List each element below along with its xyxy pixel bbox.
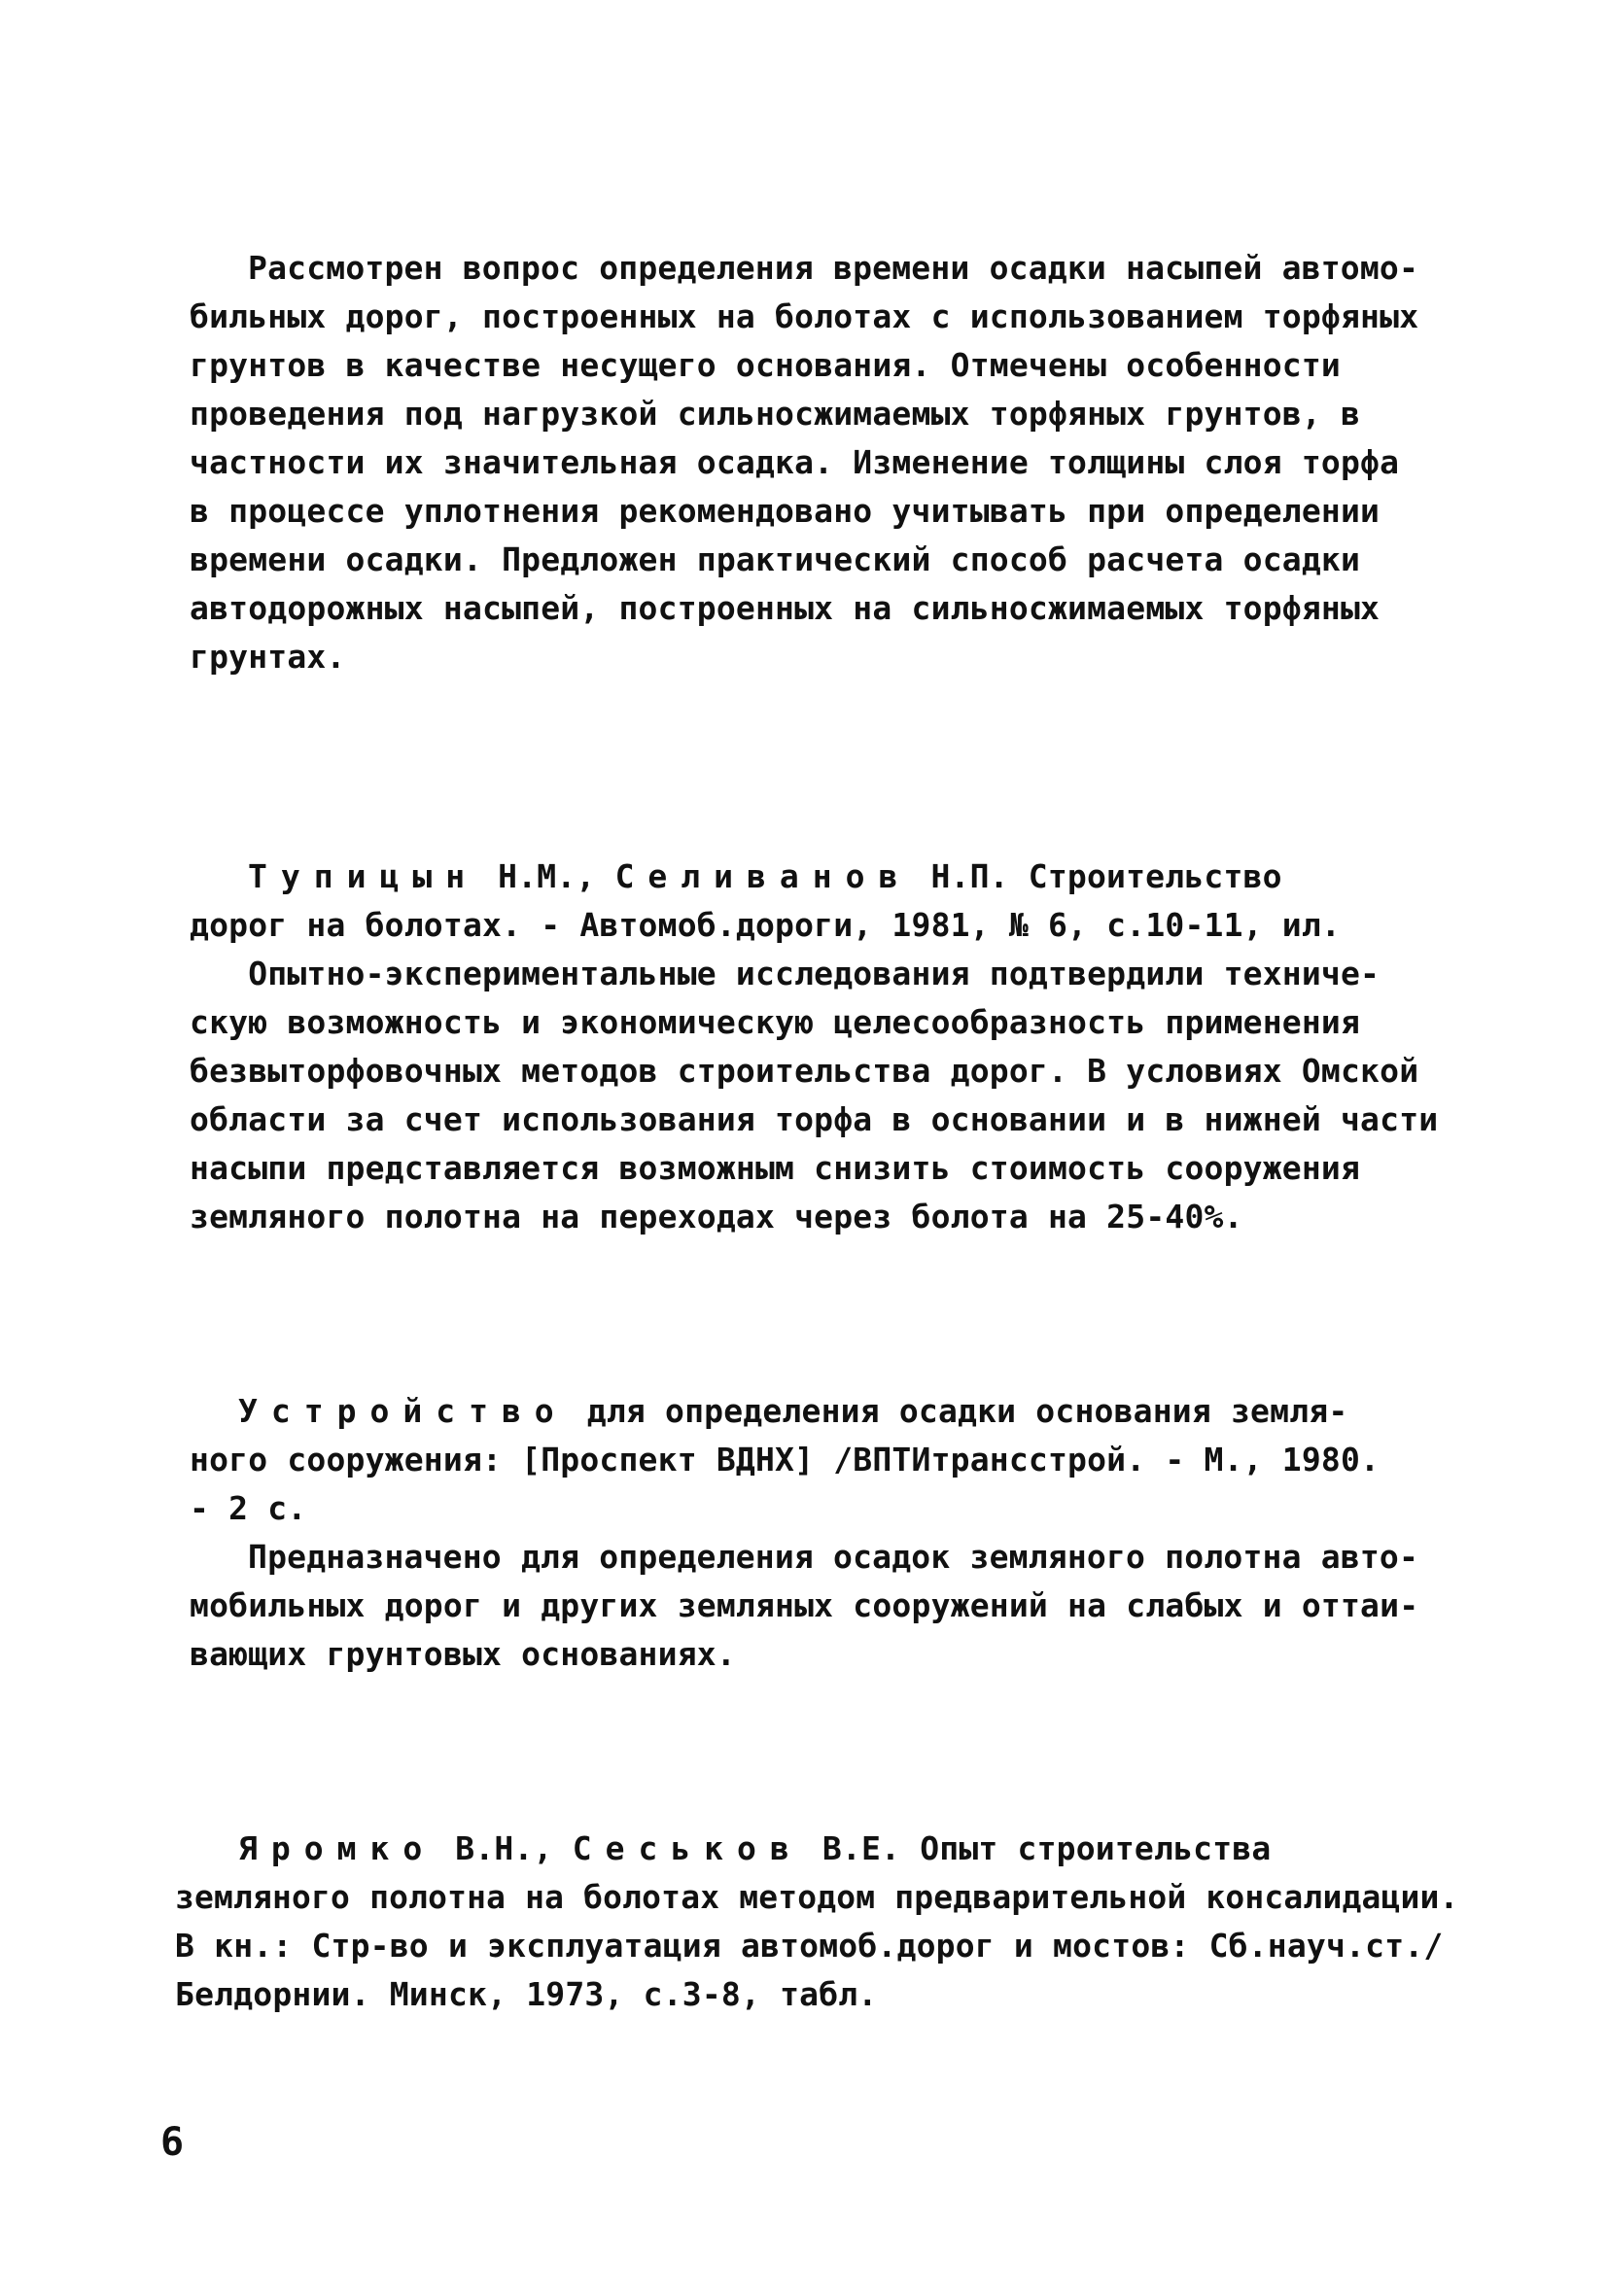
abstract-line: бильных дорог, построенных на болотах с использованием торфяных: [190, 297, 1419, 335]
author-initials: В.Е.: [802, 1829, 921, 1867]
annotation-line: вающих грунтовых основаниях.: [190, 1635, 736, 1673]
annotation-line: насыпи представляется возможным снизить стоимость сооружения: [190, 1149, 1361, 1187]
citation-line: - 2 с.: [190, 1489, 307, 1527]
annotation-line: мобильных дорог и других земляных сооружений на слабых и оттаи-: [190, 1586, 1419, 1624]
entry-title: Строительство: [1028, 857, 1282, 895]
abstract-line: грунтов в качестве несущего основания. Отмечены особенности: [190, 346, 1341, 384]
author-name: Яромко: [238, 1829, 437, 1867]
entry-heading-line: [238, 1388, 1347, 1435]
entry-heading-line: [238, 1826, 1271, 1872]
citation-line: ного сооружения: [Проспект ВДНХ] /ВПТИтрансстрой. - М., 1980.: [190, 1441, 1381, 1478]
citation-line: В кн.: Стр-во и эксплуатация автомоб.дорог и мостов: Сб.науч.ст./: [175, 1927, 1444, 1965]
author-initials: Н.П.: [911, 857, 1029, 895]
page-number: 6: [160, 2120, 185, 2165]
entry-title: для определения осадки основания земля-: [567, 1392, 1348, 1430]
annotation-line: Предназначено для определения осадок земляного полотна авто-: [248, 1538, 1419, 1576]
abstract-line: времени осадки. Предложен практический способ расчета осадки: [190, 540, 1361, 578]
entry-title-spaced: Устройство: [238, 1392, 568, 1430]
abstract-line: грунтах.: [190, 638, 346, 676]
entry-heading-line: [248, 853, 1282, 900]
author-name: Тупицын: [248, 857, 479, 895]
author-name: Селиванов: [614, 857, 912, 895]
citation-line: дорог на болотах. - Автомоб.дороги, 1981, № 6, с.10-11, ил.: [190, 906, 1341, 944]
abstract-line: автодорожных насыпей, построенных на сильносжимаемых торфяных: [190, 589, 1381, 627]
abstract-line: в процессе уплотнения рекомендовано учитывать при определении: [190, 492, 1381, 530]
annotation-line: Опытно-экспериментальные исследования подтвердили техниче-: [190, 955, 1381, 992]
author-initials: В.Н.,: [436, 1829, 573, 1867]
annotation-line: земляного полотна на переходах через болота на 25-40%.: [190, 1198, 1243, 1235]
abstract-line: частности их значительная осадка. Изменение толщины слоя торфа: [190, 443, 1400, 481]
citation-line: Белдорнии. Минск, 1973, с.3-8, табл.: [175, 1975, 878, 2013]
abstract-line: проведения под нагрузкой сильносжимаемых торфяных грунтов, в: [190, 395, 1361, 433]
author-initials: Н.М.,: [478, 857, 615, 895]
annotation-line: безвыторфовочных методов строительства дорог. В условиях Омской: [190, 1052, 1419, 1090]
citation-line: земляного полотна на болотах методом предварительной консалидации.: [175, 1878, 1459, 1916]
annotation-line: области за счет использования торфа в основании и в нижней части: [190, 1100, 1439, 1138]
annotation-line: скую возможность и экономическую целесообразность применения: [190, 1003, 1361, 1041]
abstract-line: Рассмотрен вопрос определения времени осадки насыпей автомо-: [248, 249, 1419, 287]
author-name: Сеськов: [572, 1829, 803, 1867]
entry-title: Опыт строительства: [920, 1829, 1272, 1867]
